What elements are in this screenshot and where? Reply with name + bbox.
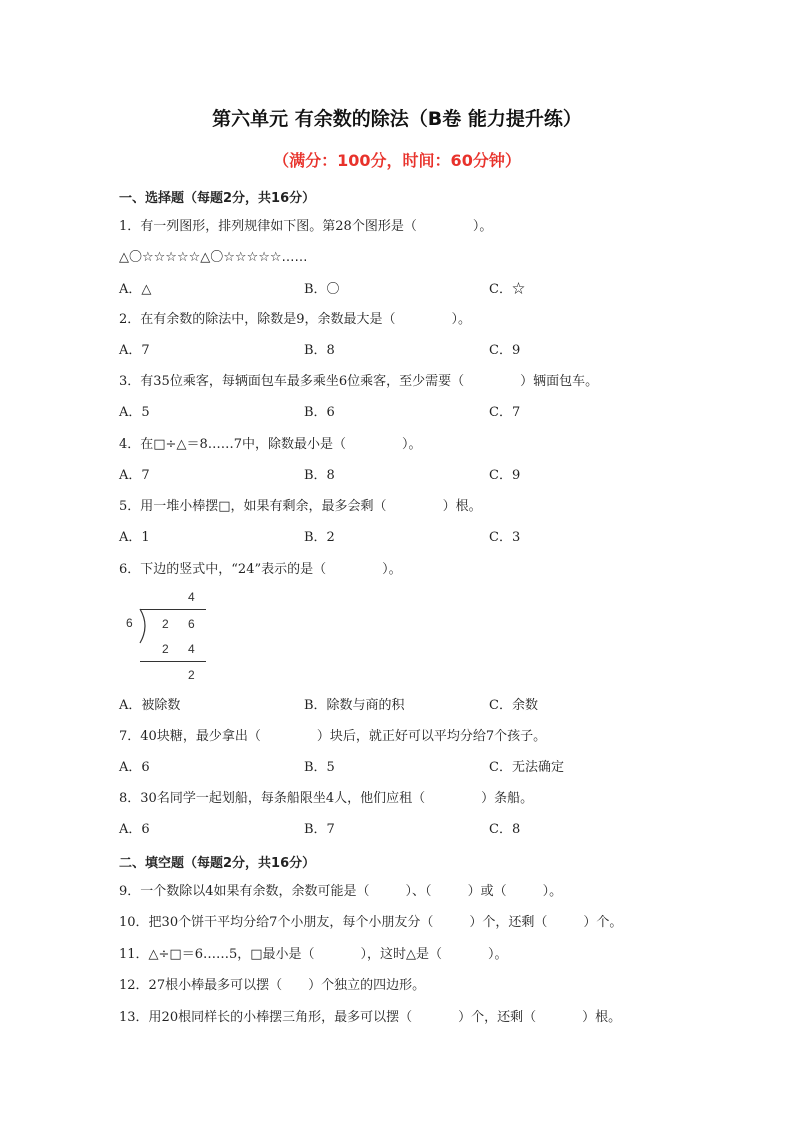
subtraction-line (140, 661, 206, 662)
question-1 (119, 218, 492, 236)
quotient-digit: 4 (188, 590, 195, 604)
question-stem-end: ）个独立的四边形。 (308, 978, 426, 993)
dividend-digit: 6 (188, 617, 195, 631)
option-b[interactable]: B．5 (304, 760, 335, 775)
option-a[interactable]: A．7 (119, 468, 150, 483)
option-b[interactable]: B．6 (304, 405, 335, 420)
question-2 (119, 311, 471, 329)
question-stem-part: ）个，还剩（ (469, 915, 548, 930)
question-stem: 12．27根小棒最多可以摆（ (119, 978, 283, 993)
question-stem-end: ）。 (382, 562, 402, 577)
option-b[interactable]: B．8 (304, 343, 335, 358)
question-12 (119, 977, 425, 995)
option-c[interactable]: C．☆ (489, 282, 525, 297)
option-a[interactable]: A．△ (119, 282, 152, 297)
remainder-digit: 2 (188, 668, 195, 682)
question-stem-end: ）。 (451, 312, 472, 327)
shape-pattern: △〇☆☆☆☆☆△〇☆☆☆☆☆…… (119, 250, 308, 265)
question-stem: 5．用一堆小棒摆□，如果有剩余，最多会剩（ (119, 499, 387, 514)
page-title: 第六单元 有余数的除法（B卷 能力提升练） (212, 108, 582, 130)
question-stem: 4．在□÷△＝8……7中，除数最小是（ (119, 437, 346, 452)
section-heading-choice: 一、选择题（每题2分，共16分） (119, 191, 316, 206)
question-stem: 9．一个数除以4如果有余数，余数可能是（ (119, 884, 370, 899)
question-stem-end: ）。 (542, 884, 563, 899)
option-c[interactable]: C．余数 (489, 698, 538, 713)
question-13 (119, 1009, 621, 1027)
question-stem: 11．△÷□＝6……5，□最小是（ (119, 947, 315, 962)
question-stem-end: ）条船。 (481, 791, 534, 806)
dividend-digit: 2 (162, 617, 169, 631)
division-bracket (138, 608, 152, 644)
option-b[interactable]: B．8 (304, 468, 335, 483)
option-a[interactable]: A．7 (119, 343, 150, 358)
question-stem-end: ）。 (402, 437, 422, 452)
question-stem-end: ）。 (472, 219, 493, 234)
question-stem: 13．用20根同样长的小棒摆三角形，最多可以摆（ (119, 1010, 413, 1025)
question-5 (119, 498, 482, 516)
option-b[interactable]: B．2 (304, 530, 335, 545)
question-6 (119, 561, 402, 579)
question-8 (119, 790, 533, 808)
option-c[interactable]: C．9 (489, 468, 521, 483)
question-4 (119, 436, 422, 454)
question-9 (119, 883, 562, 901)
option-b[interactable]: B．〇 (304, 282, 340, 297)
option-a[interactable]: A．6 (119, 822, 150, 837)
question-stem: 10．把30个饼干平均分给7个小朋友，每个小朋友分（ (119, 915, 434, 930)
question-stem: 7．40块糖，最少拿出（ (119, 729, 261, 744)
question-stem-part: ）个，还剩（ (458, 1010, 537, 1025)
product-digit: 4 (188, 642, 195, 656)
question-stem-part: ）、（ (405, 884, 432, 899)
option-b[interactable]: B．除数与商的积 (304, 698, 405, 713)
question-3 (119, 373, 598, 391)
question-7 (119, 728, 546, 746)
question-stem: 1．有一列图形，排列规律如下图。第28个图形是（ (119, 219, 417, 234)
option-c[interactable]: C．8 (489, 822, 521, 837)
question-stem: 3．有35位乘客，每辆面包车最多乘坐6位乘客，至少需要（ (119, 374, 465, 389)
option-b[interactable]: B．7 (304, 822, 335, 837)
option-c[interactable]: C．无法确定 (489, 760, 564, 775)
option-a[interactable]: A．1 (119, 530, 150, 545)
option-a[interactable]: A．被除数 (119, 698, 181, 713)
question-stem: 2．在有余数的除法中，除数是9，余数最大是（ (119, 312, 396, 327)
divisor-digit: 6 (126, 616, 133, 630)
option-c[interactable]: C．3 (489, 530, 521, 545)
option-c[interactable]: C．9 (489, 343, 521, 358)
question-stem-part: ）或（ (467, 884, 507, 899)
option-c[interactable]: C．7 (489, 405, 521, 420)
question-stem: 8．30名同学一起划船，每条船限坐4人，他们应租（ (119, 791, 426, 806)
question-stem-end: ）个。 (583, 915, 623, 930)
option-a[interactable]: A．6 (119, 760, 150, 775)
question-10 (119, 914, 622, 932)
question-stem-end: ）辆面包车。 (520, 374, 599, 389)
option-a[interactable]: A．5 (119, 405, 150, 420)
page-subtitle: （满分：100分，时间：60分钟） (273, 151, 521, 170)
section-heading-fill: 二、填空题（每题2分，共16分） (119, 856, 316, 871)
question-11 (119, 946, 508, 964)
question-stem: 6．下边的竖式中，“24”表示的是（ (119, 562, 327, 577)
product-digit: 2 (162, 642, 169, 656)
question-stem-part: ），这时△是（ (360, 947, 443, 962)
question-stem-end: ）块后，就正好可以平均分给7个孩子。 (316, 729, 547, 744)
question-stem-end: ）根。 (582, 1010, 622, 1025)
question-stem-end: ）。 (488, 947, 508, 962)
question-stem-end: ）根。 (442, 499, 482, 514)
